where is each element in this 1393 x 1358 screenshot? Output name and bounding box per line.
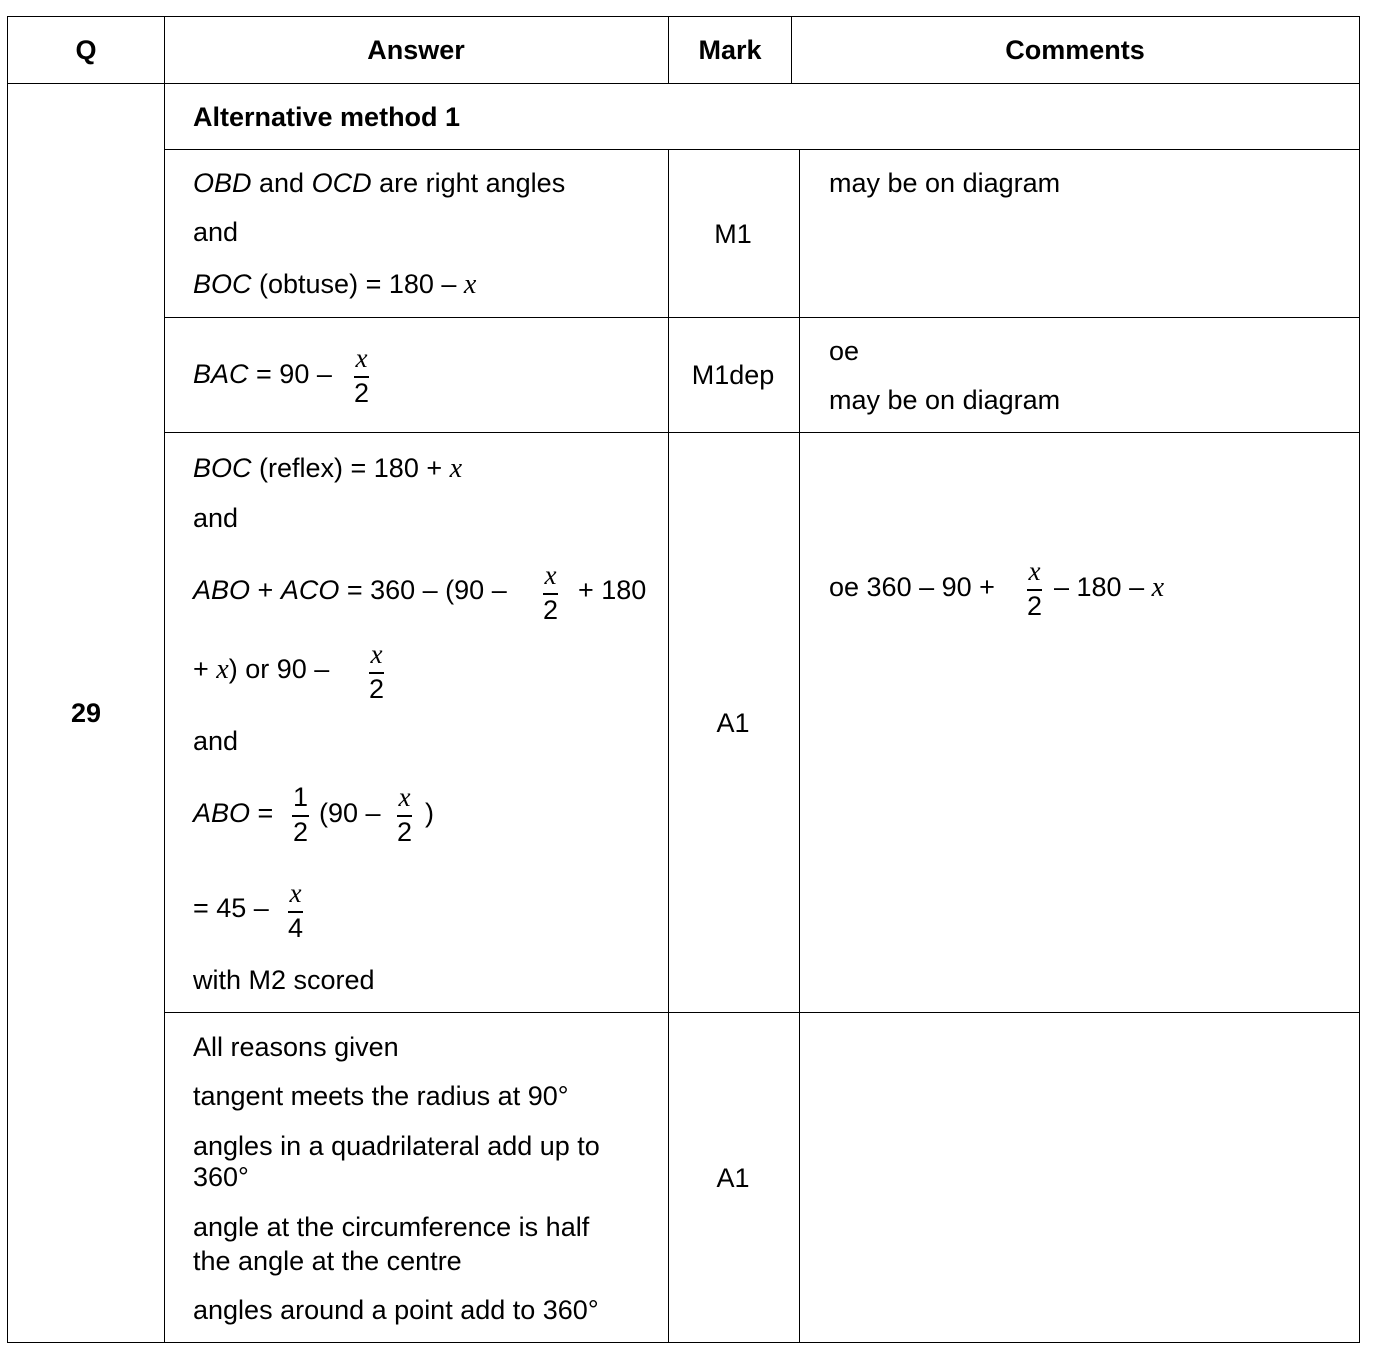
row4-answer-line6: the angle at the centre xyxy=(193,1246,462,1276)
rule-right xyxy=(1359,16,1360,1343)
row3-answer-line6: with M2 scored xyxy=(193,965,375,995)
row3-answer-line2 xyxy=(193,577,507,604)
angle-aco: ACO xyxy=(280,575,340,605)
fraction-one-half xyxy=(292,784,309,846)
rule-row2-bottom xyxy=(164,432,1360,433)
angle-ocd: OCD xyxy=(311,168,372,198)
angle-abo: ABO xyxy=(193,798,251,828)
fraction-denominator: 2 xyxy=(354,377,370,408)
rule-left xyxy=(7,16,8,1343)
fraction-x-over-2 xyxy=(369,641,384,703)
row1-answer-line1 xyxy=(193,170,565,197)
rule-answer-mark-header xyxy=(668,16,669,84)
header-comments: Comments xyxy=(1005,35,1145,65)
fraction-numerator: 1 xyxy=(293,782,309,812)
row3-line2-rest: = 360 – (90 – xyxy=(339,575,507,605)
question-number: 29 xyxy=(70,698,102,728)
fraction-x-over-2 xyxy=(543,562,558,624)
row3-plus-text: + xyxy=(250,575,281,605)
row2-comment-2: may be on diagram xyxy=(829,385,1061,415)
header-answer: Answer xyxy=(367,35,465,65)
row3-reflex-text: (reflex) = 180 + xyxy=(251,453,450,483)
rule-row1-bottom xyxy=(164,317,1360,318)
row3-line3-plus: + xyxy=(193,654,217,684)
row4-answer-line4: 360° xyxy=(193,1162,249,1192)
rule-method-bottom xyxy=(164,149,1360,150)
row2-mark: M1dep xyxy=(691,360,775,390)
row3-mark: A1 xyxy=(716,708,750,738)
fraction-x-over-4 xyxy=(288,880,303,942)
fraction-x-over-2 xyxy=(397,784,412,846)
row2-answer xyxy=(193,361,332,388)
row3-line4-mid: (90 – xyxy=(319,798,381,828)
row3-comment-minus: – 180 – xyxy=(1054,572,1152,602)
rule-mark-comments-header xyxy=(791,16,792,84)
fraction-numerator: x xyxy=(398,782,411,812)
row3-answer-and2: and xyxy=(193,726,239,756)
row1-and-text: and xyxy=(251,168,312,198)
row2-comment-1: oe xyxy=(829,336,860,366)
angle-obd: OBD xyxy=(193,168,252,198)
row1-mark: M1 xyxy=(714,219,752,249)
row4-mark: A1 xyxy=(716,1163,750,1193)
row3-comment-part1: oe 360 – 90 + xyxy=(829,572,995,602)
row4-answer-line3: angles in a quadrilateral add up to xyxy=(193,1131,600,1161)
row3-answer-line5: = 45 – xyxy=(193,893,269,923)
fraction-numerator: x xyxy=(1028,556,1041,586)
variable-x: x xyxy=(463,269,477,300)
row3-line4-eq: = xyxy=(250,798,274,828)
row1-answer-line2: and xyxy=(193,217,239,247)
row3-line3-or: ) or 90 – xyxy=(228,654,330,684)
variable-x: x xyxy=(1151,572,1165,603)
row3-line2-end: + 180 xyxy=(578,575,647,605)
row4-answer-line7: angles around a point add to 360° xyxy=(193,1295,599,1325)
fraction-numerator: x xyxy=(355,343,368,373)
row1-comment: may be on diagram xyxy=(829,168,1061,198)
fraction-denominator: 2 xyxy=(543,594,559,625)
rule-row3-bottom xyxy=(164,1012,1360,1013)
angle-boc: BOC xyxy=(193,453,252,483)
fraction-denominator: 2 xyxy=(1027,590,1043,621)
row3-comment-part2 xyxy=(1054,574,1164,602)
rule-top xyxy=(7,16,1360,17)
angle-abo: ABO xyxy=(193,575,251,605)
fraction-denominator: 2 xyxy=(369,673,385,704)
rule-bottom xyxy=(7,1342,1360,1343)
fraction-numerator: x xyxy=(289,878,302,908)
angle-bac: BAC xyxy=(193,359,249,389)
rule-answer-mark xyxy=(668,149,669,1343)
variable-x: x xyxy=(449,453,463,484)
fraction-x-over-2 xyxy=(1027,558,1042,620)
header-mark: Mark xyxy=(698,35,762,65)
row3-line4-end: ) xyxy=(425,798,434,828)
row3-answer-line3 xyxy=(193,656,329,684)
row4-answer-line5: angle at the circumference is half xyxy=(193,1212,590,1242)
fraction-x-over-2 xyxy=(354,345,369,407)
rule-q-answer xyxy=(164,16,165,1343)
row1-right-angles-text: are right angles xyxy=(371,168,566,198)
fraction-numerator: x xyxy=(544,560,557,590)
row1-obtuse-text: (obtuse) = 180 – xyxy=(251,269,464,299)
method-heading: Alternative method 1 xyxy=(193,102,461,132)
row1-answer-line3 xyxy=(193,271,476,299)
rule-header-bottom xyxy=(7,83,1360,84)
fraction-denominator: 2 xyxy=(397,816,413,847)
rule-mark-comments xyxy=(799,149,800,1343)
fraction-denominator: 4 xyxy=(288,912,304,943)
row3-answer-and1: and xyxy=(193,503,239,533)
header-q: Q xyxy=(75,35,97,65)
row3-answer-line1 xyxy=(193,455,462,483)
variable-x: x xyxy=(216,654,229,685)
row3-answer-line4 xyxy=(193,800,273,827)
fraction-denominator: 2 xyxy=(293,816,309,847)
fraction-numerator: x xyxy=(370,639,383,669)
row4-answer-line2: tangent meets the radius at 90° xyxy=(193,1081,569,1111)
row2-answer-rest: = 90 – xyxy=(248,359,332,389)
row4-answer-line1: All reasons given xyxy=(193,1032,399,1062)
angle-boc: BOC xyxy=(193,269,252,299)
